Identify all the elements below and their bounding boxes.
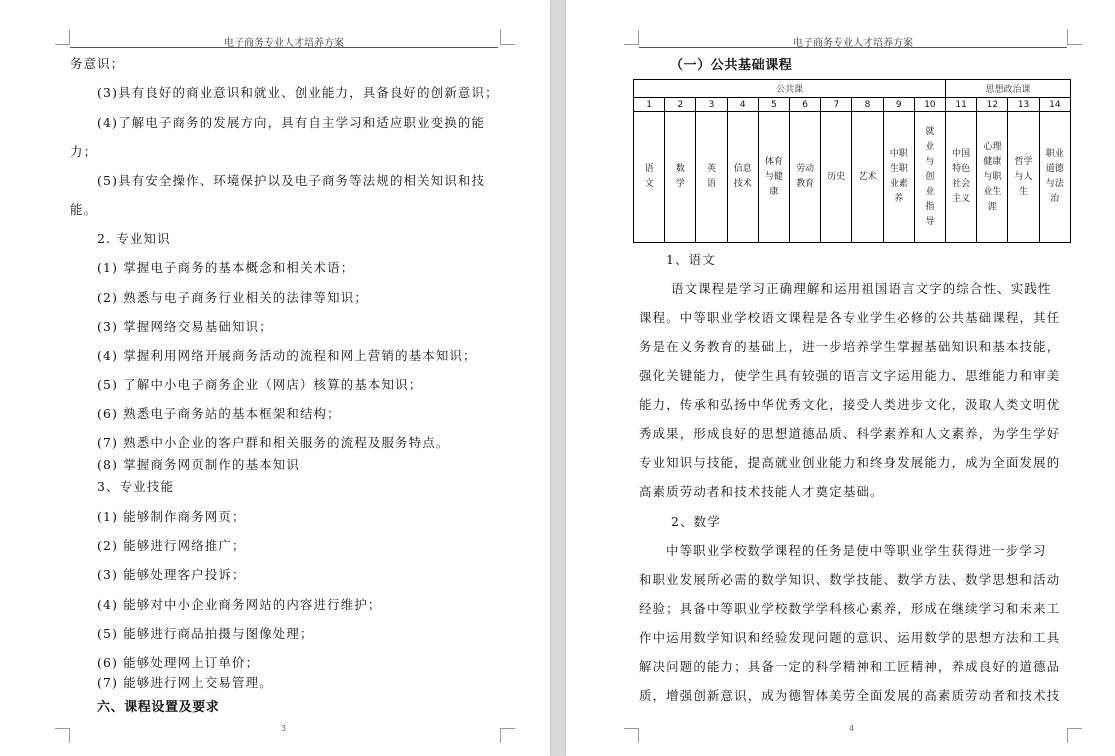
subheading: 1、语文 [666,252,716,267]
course-number: 9 [883,98,914,112]
course-name-cell [946,112,977,243]
course-number: 6 [790,98,821,112]
header-rule [639,47,1067,48]
course-number: 8 [852,98,883,112]
course-number: 11 [946,98,977,112]
text-line: (4) 掌握利用网络开展商务活动的流程和网上营销的基本知识； [97,348,477,363]
text-line: (4)了解电子商务的发展方向，具有自主学习和适应职业变换的能 [97,115,486,130]
course-number: 12 [977,98,1008,112]
text-line: (7) 能够进行网上交易管理。 [97,675,273,690]
text-line: 秀成果，形成良好的思想道德品质、科学素养和人文素养，为学生学好 [639,426,1061,441]
course-name: 艺术 [858,171,877,182]
text-line: (3)具有良好的商业意识和就业、创业能力，具备良好的创新意识； [97,85,499,100]
section-heading: 六、课程设置及要求 [97,700,220,715]
text-line: 力； [70,144,98,159]
course-name-cell [634,112,665,243]
text-line: 和职业发展所必需的数学知识、数学技能、数学方法、数学思想和活动 [639,572,1061,587]
text-line: (1) 掌握电子商务的基本概念和相关术语； [97,260,355,275]
document-page-3[interactable] [0,0,550,756]
text-line: 经验；具备中等职业学校数学学科核心素养，形成在继续学习和未来工 [639,601,1061,616]
crop-mark-br [1067,728,1082,743]
course-name-cell [1008,112,1039,243]
crop-mark-tr [1067,30,1082,45]
course-name-cell [1039,112,1070,243]
page-gap [550,0,566,756]
page-number: 4 [849,724,855,733]
course-name: 中国特色社会主义 [952,149,971,204]
text-line: 专业知识与技能，提高就业创业能力和终身发展能力，成为全面发展的 [639,455,1061,470]
course-name-cell [977,112,1008,243]
section-title: （一）公共基础课程 [670,58,793,73]
course-name-cell [665,112,696,243]
text-line: (6) 熟悉电子商务站的基本框架和结构； [97,406,341,421]
text-line: (8) 掌握商务网页制作的基本知识 [97,457,300,472]
course-name: 心理健康与职业生涯 [983,141,1002,212]
text-line: 质，增强创新意识，成为德智体美劳全面发展的高素质劳动者和技术技 [639,688,1061,703]
text-line: (4) 能够对中小企业商务网站的内容进行维护； [97,597,382,612]
text-line: (2) 能够进行网络推广； [97,538,246,553]
text-line: 能力，传承和弘扬中华优秀文化，接受人类进步文化，汲取人类文明优 [639,397,1061,412]
course-name: 信息技术 [733,164,752,189]
course-number: 3 [696,98,727,112]
text-line: 作中运用数学知识和经验发现问题的意识、运用数学的思想方法和工具 [639,630,1061,645]
text-line: (5) 了解中小电子商务企业（网店）核算的基本知识； [97,377,423,392]
group-public: 公共课 [634,80,946,98]
text-line: (1) 能够制作商务网页； [97,509,246,524]
course-name-cell [883,112,914,243]
course-name: 哲学与人生 [1014,156,1033,197]
text-line: 3、专业技能 [97,479,175,494]
text-line: 中等职业学校数学课程的任务是使中等职业学生获得进一步学习 [666,543,1047,558]
course-name: 就业与创业指导 [925,126,935,227]
text-line: 强化关键能力，使学生具有较强的语言文字运用能力、思维能力和审美 [639,368,1061,383]
text-line: (2) 熟悉与电子商务行业相关的法律等知识； [97,290,368,305]
course-number: 5 [758,98,789,112]
text-line: (3) 能够处理客户投诉； [97,567,246,582]
course-number: 13 [1008,98,1039,112]
crop-mark-tl [55,30,70,45]
course-name: 中职生职业素养 [889,149,908,204]
text-line: 2. 专业知识 [97,231,171,246]
course-name: 体育与健康 [764,156,783,197]
text-line: 务意识； [70,56,125,71]
course-number: 1 [634,98,665,112]
course-name-cell [696,112,727,243]
text-line: 高素质劳动者和技术技能人才奠定基础。 [639,484,884,499]
course-number: 7 [821,98,852,112]
course-number: 4 [727,98,758,112]
text-line: (5)具有安全操作、环境保护以及电子商务等法规的相关知识和技 [97,173,486,188]
text-line: (7) 熟悉中小企业的客户群和相关服务的流程及服务特点。 [97,435,450,450]
crop-mark-bl [624,728,639,743]
crop-mark-tl [624,30,639,45]
text-line: (6) 能够处理网上订单价； [97,655,260,670]
subheading: 2、数学 [671,514,721,529]
course-table [633,79,1071,243]
crop-mark-br [500,728,515,743]
course-name-cell [914,112,945,243]
text-line: 解决问题的能力；具备一定的科学精神和工匠精神，养成良好的道德品 [639,659,1061,674]
document-page-4[interactable] [566,0,1115,756]
text-line: 能。 [70,202,98,217]
crop-mark-tr [500,30,515,45]
header-rule [70,47,498,48]
course-name-cell [852,112,883,243]
course-name: 语文 [644,164,654,189]
text-line: (5) 能够进行商品拍摄与图像处理； [97,626,314,641]
text-line: 语文课程是学习正确理解和运用祖国语言文字的综合性、实践性 [671,281,1052,296]
course-name: 劳动教育 [796,164,815,189]
crop-mark-bl [55,728,70,743]
course-name: 英语 [706,164,716,189]
course-name-cell [790,112,821,243]
course-name: 数学 [675,164,685,189]
course-name-cell [727,112,758,243]
course-number: 14 [1039,98,1070,112]
course-number: 2 [665,98,696,112]
group-political: 思想政治课 [946,80,1071,98]
text-line: (3) 掌握网络交易基础知识； [97,319,273,334]
page-header: 电子商务专业人才培养方案 [224,38,344,49]
course-name: 职业道德与法治 [1045,149,1064,204]
page-header: 电子商务专业人才培养方案 [793,38,913,49]
text-line: 务是在义务教育的基础上，进一步培养学生掌握基础知识和基本技能， [639,339,1061,354]
page-number: 3 [281,724,287,733]
text-line: 课程。中等职业学校语文课程是各专业学生必修的公共基础课程，其任 [639,310,1061,325]
course-name: 历史 [827,171,846,182]
course-name-cell [821,112,852,243]
course-number: 10 [914,98,945,112]
course-name-cell [758,112,789,243]
